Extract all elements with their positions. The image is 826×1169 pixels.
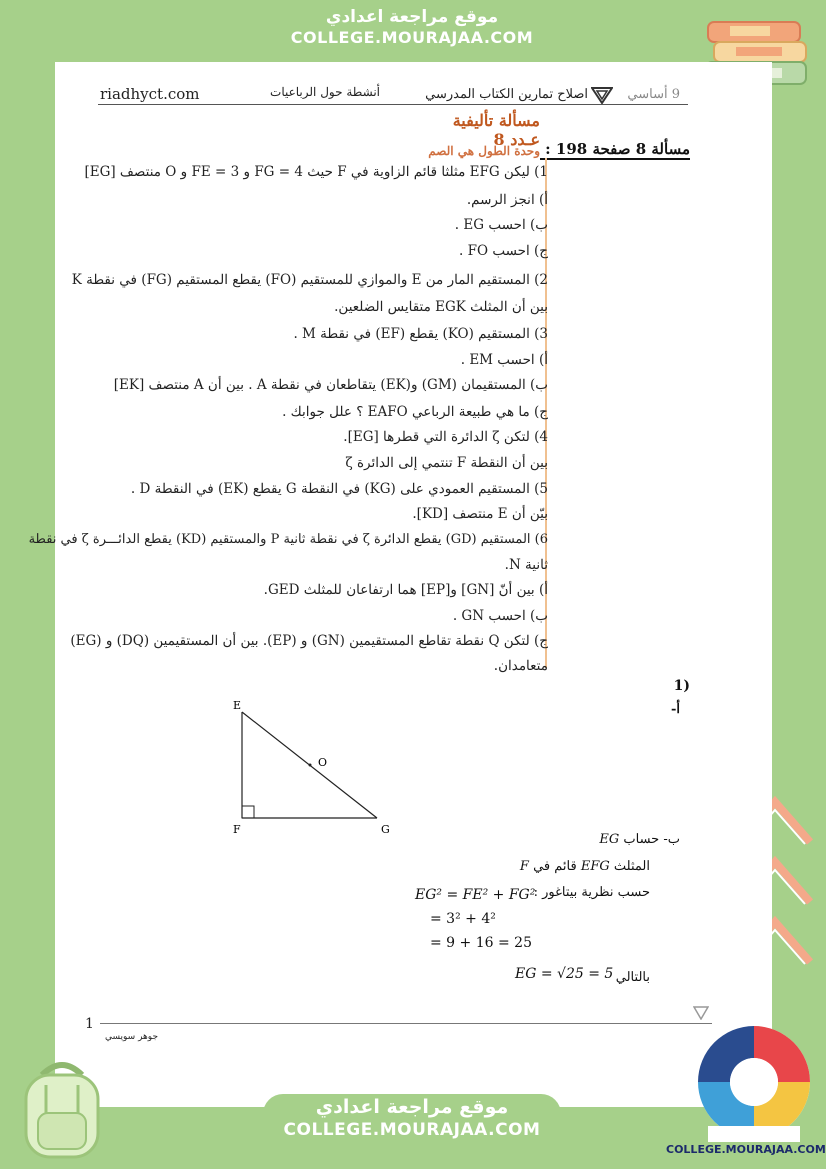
pythagoras-text: حسب نظرية بيتاغور : (533, 885, 650, 900)
triangle-text: المثلث (613, 859, 650, 874)
problem-line: 3) المستقيم (KO) يقطع (EF) في نقطة M . (293, 326, 548, 342)
part-b-variable: EG (599, 832, 620, 847)
midpoint-o-label: O (318, 756, 328, 769)
problem-line: ج) احسب FO . (459, 243, 548, 259)
vertex-g-label: G (381, 823, 390, 836)
problem-line: أ) بين أنّ [GN] و[EP] هما ارتفاعان للمثلث GED. (263, 582, 548, 598)
problem-line: 5) المستقيم العمودي على (KG) في النقطة G يقطع (EK) في النقطة D . (130, 481, 548, 497)
triangle-statement (500, 859, 650, 874)
right-triangle-figure (225, 695, 400, 840)
bottom-banner[interactable] (263, 1094, 561, 1150)
conclusion-text: بالتالي (615, 970, 650, 985)
triangle-logo-icon (591, 86, 613, 104)
problem-reference: مسألة 8 صفحة 198 : (540, 140, 690, 160)
equation-1: EG² = FE² + FG² (415, 887, 536, 903)
backpack-icon (12, 1055, 112, 1160)
banner-title: موقع مراجعة اعدادي (315, 1096, 509, 1118)
banner-url[interactable]: COLLEGE.MOURAJAA.COM (290, 28, 534, 47)
right-angle-text: قائم في (533, 859, 577, 874)
problem-line: بيّن أن E منتصف [KD]. (412, 506, 548, 522)
equation-2: = 3² + 4² (430, 911, 496, 927)
problem-line: بين أن المثلث EGK متقايس الضلعين. (334, 299, 548, 315)
equation-3: = 9 + 16 = 25 (430, 935, 532, 951)
problem-line: 1) ليكن EFG مثلثا قائم الزاوية في F حيث FG = 4 و FE = 3 و O منتصف [EG] (84, 164, 548, 180)
topic-title: أنشطة حول الرباعيات (270, 85, 380, 99)
problem-line: أ) احسب EM . (460, 352, 548, 368)
page-number: 1 (85, 1016, 94, 1032)
equation-4: EG = √25 = 5 (515, 966, 614, 982)
problem-line: متعامدان. (493, 658, 548, 674)
triangle-logo-icon (693, 1006, 709, 1020)
problem-line: ب) المستقيمان (GM) و(EK) يتقاطعان في نقطة A . بين أن A منتصف [EK] (113, 377, 548, 393)
banner-title: موقع مراجعة اعدادي (325, 7, 499, 27)
level-label: 9 أساسي (627, 87, 680, 102)
problem-line: ثانية N. (504, 557, 548, 573)
site-name[interactable]: riadhyct.com (100, 85, 200, 103)
problem-line: 6) المستقيم (GD) يقطع الدائرة ζ في نقطة ثانية P والمستقيم (KD) يقطع الدائـــرة ζ في نقطة (28, 532, 548, 547)
top-banner[interactable] (263, 6, 561, 58)
problem-line: ب) احسب GN . (452, 608, 548, 624)
problem-line: 4) لتكن ζ الدائرة التي قطرها [EG]. (343, 429, 548, 445)
part-b-heading (560, 832, 680, 847)
problem-line: بين أن النقطة F تنتمي إلى الدائرة ζ (345, 455, 548, 471)
header-rule (98, 104, 688, 105)
author-name: جوهر سويسي (105, 1032, 159, 1042)
course-title: اصلاح تمارين الكتاب المدرسي (425, 87, 588, 102)
unit-note: وحدة الطول هي الصم (428, 144, 540, 158)
footer-rule (100, 1023, 712, 1024)
part-b-label: ب- حساب (623, 832, 680, 847)
right-angle-variable: F (519, 859, 529, 874)
triangle-variable: EFG (580, 859, 610, 874)
vertex-f-label: F (233, 823, 241, 836)
logo-caption[interactable]: COLLEGE.MOURAJAA.COM (666, 1143, 826, 1156)
problem-line: ج) لتكن Q نقطة تقاطع المستقيمين (GN) و (EP). بين أن المستقيمين (DQ) و (EG) (70, 633, 548, 649)
banner-url[interactable]: COLLEGE.MOURAJAA.COM (283, 1120, 541, 1140)
problem-line: 2) المستقيم المار من E والموازي للمستقيم (FO) يقطع المستقيم (FG) في نقطة K (71, 272, 548, 288)
problem-line: ب) احسب EG . (454, 217, 548, 233)
part-a-label: أ- (670, 702, 680, 717)
problem-line: أ) انجز الرسم. (466, 192, 548, 208)
vertex-e-label: E (233, 699, 242, 712)
problem-line: ج) ما هي طبيعة الرباعي EAFO ؟ علل جوابك . (282, 404, 548, 420)
part-number: (1 (673, 678, 690, 694)
site-logo-icon[interactable] (694, 1022, 814, 1142)
problem-title: مسألة تأليفية عـدد 8 (452, 111, 540, 149)
